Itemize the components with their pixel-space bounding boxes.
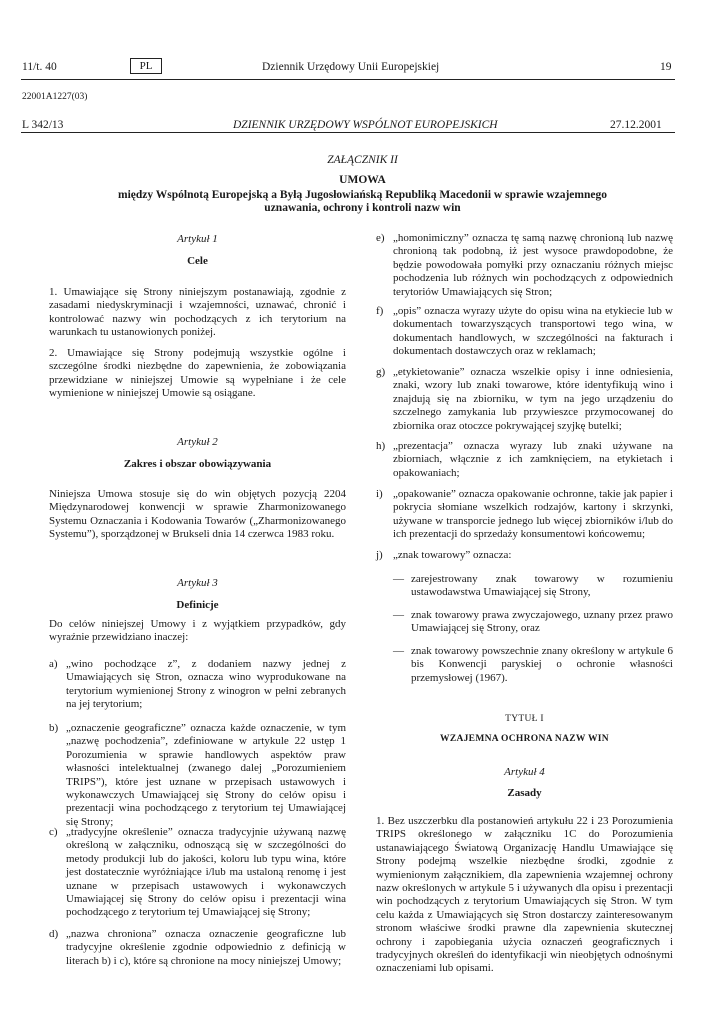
definition-j-label: j) — [376, 549, 383, 561]
definition-b: „oznaczenie geograficzne” oznacza każde oznaczenie, w tym „nazwę pochodzenia”, zdefiniowane w artykule 22 ustęp 1 Porozumienia w sprawie handlowych aspektów praw własności intelektualnej (zwanego dalej „Porozumieniem TRIPS”), które jest uznane w przepisach ustawowych i wykonawczych Umawiającej się Strony do celów opisu i prezentacji wina pochodzącego z terytorium tej Umawiającej się Strony; — [66, 722, 346, 828]
definition-f-label: f) — [376, 305, 384, 317]
header-rule — [21, 79, 675, 80]
language-badge: PL — [130, 58, 162, 74]
agreement-title-line-1: między Wspólnotą Europejską a Byłą Jugosłowiańską Republiką Macedonii w sprawie wzajemnego — [117, 189, 607, 201]
definition-f: „opis” oznacza wyrazy użyte do opisu wina na etykiecie lub w dokumentach towarzyszących transportowi tego wina, w dokumentach handlowych, w szczególności na fakturach i dokumentach dostawczych oraz w reklamach; — [393, 305, 673, 358]
annex-label: ZAŁĄCZNIK II — [327, 154, 398, 166]
trademark-dash-1: — — [393, 573, 404, 585]
definition-d: „nazwa chroniona” oznacza oznaczenie geograficzne lub tradycyjne określenie zgodnie odpowiednio z definicją w literach b) i c), które są chronione na mocy niniejszej Umowy; — [66, 928, 346, 967]
definition-e: „homonimiczny” oznacza tę samą nazwę chronioną lub nazwę chronioną tak podobną, iż jest wysoce prawdopodobne, że będzie powodowała pomyłki przy oznaczaniu różnych miejsc pochodzenia lub różnych win pochodzących z odpowiednich terytoriów Umawiających się Stron; — [393, 232, 673, 298]
definition-h-label: h) — [376, 440, 386, 452]
article-3-title: Definicje — [176, 599, 219, 611]
article-1-label: Artykuł 1 — [177, 233, 218, 245]
article-4-label: Artykuł 4 — [504, 766, 545, 778]
trademark-item-3: znak towarowy powszechnie znany określony w artykule 6 bis Konwencji paryskiej o ochronie własności przemysłowej (1967). — [411, 645, 673, 684]
page-number: 19 — [660, 61, 672, 73]
definition-g: „etykietowanie” oznacza wszelkie opisy i inne odniesienia, znaki, wzory lub znaki towarowe, które identyfikują wino i znajdują się na zbiorniku, w tym na jego urządzeniu do szczelnego zamykania lub przywieszce przymocowanej do zbiornika oraz otoczce pokrywającej szyjkę butelki; — [393, 366, 673, 432]
agreement-title-line-2: uznawania, ochrony i kontroli nazw win — [264, 202, 461, 214]
title-i-label: TYTUŁ I — [505, 714, 544, 724]
definition-h: „prezentacja” oznacza wyrazy lub znaki używane na zbiorniach, włącznie z ich zamknięciem, na etykietach i opakowaniach; — [393, 440, 673, 479]
article-1-paragraph-2: 2. Umawiające się Strony podejmują wszystkie ogólne i szczególne środki niezbędne do zapewnienia, że zobowiązania przewidziane w niniejszej Umowie są wypełniane i że cele wymienione w niniejszej Umowie są osiągane. — [49, 347, 346, 400]
definition-e-label: e) — [376, 232, 385, 244]
article-3-intro: Do celów niniejszej Umowy i z wyjątkiem przypadków, gdy wyraźnie przewidziano inaczej: — [49, 618, 346, 644]
definition-b-label: b) — [49, 722, 59, 734]
article-1-paragraph-1: 1. Umawiające się Strony niniejszym postanawiają, zgodnie z zasadami niedyskryminacji i wzajemności, uznawać, chronić i kontrolować nazwy win pochodzących z ich terytorium na warunkach tu ustanowionych poniżej. — [49, 286, 346, 339]
article-2-title: Zakres i obszar obowiązywania — [123, 458, 272, 470]
article-2-paragraph: Niniejsza Umowa stosuje się do win objętych pozycją 2204 Międzynarodowej konwencji w sprawie Zharmonizowanego Systemu Oznaczania i Kodowania Towarów („Zharmonizowanego Systemu”), sporządzonej w Brukseli dnia 14 czerwca 1983 roku. — [49, 488, 346, 541]
oj-title: DZIENNIK URZĘDOWY WSPÓLNOT EUROPEJSKICH — [233, 119, 498, 131]
definition-a: „wino pochodzące z”, z dodaniem nazwy jednej z Umawiających się Stron, oznacza wino wyprodukowane na terytorium wymienionej Strony z winogron w pełni zebranych na jej terytorium; — [66, 658, 346, 711]
agreement-heading: UMOWA — [339, 174, 386, 186]
header-volume: 11/t. 40 — [22, 61, 57, 73]
article-3-label: Artykuł 3 — [177, 577, 218, 589]
definition-i: „opakowanie” oznacza opakowanie ochronne, takie jak papier i pokrycia słomiane wszelkich rodzajów, kartony i skrzynki, używane w transporcie jednego lub więcej zbiorników i/lub do ich prezentacji do sprzedaży konsumentowi końcowemu; — [393, 488, 673, 541]
definition-c-label: c) — [49, 826, 58, 838]
definition-a-label: a) — [49, 658, 58, 670]
title-i-name: WZAJEMNA OCHRONA NAZW WIN — [440, 734, 609, 744]
trademark-item-1: zarejestrowany znak towarowy w rozumieniu ustawodawstwa Umawiającej się Strony, — [411, 573, 673, 599]
definition-c: „tradycyjne określenie” oznacza tradycyjnie używaną nazwę określoną w załączniku, odnoszącą się w szczególności do metody produkcji lub do jakości, koloru lub typu wina, które jest dostatecznie wyróżniające i/lub ma ustaloną renomę i jest uznane w przepisach ustawowych i wykonawczych Umawiającej się Strony do celów opisu i prezentacji wina pochodzącego z terytorium tej Umawiającej się Strony; — [66, 826, 346, 919]
article-1-title: Cele — [187, 255, 208, 267]
definition-d-label: d) — [49, 928, 59, 940]
definition-j: „znak towarowy” oznacza: — [393, 549, 512, 561]
journal-title: Dziennik Urzędowy Unii Europejskiej — [262, 61, 440, 73]
trademark-dash-3: — — [393, 645, 404, 657]
oj-date: 27.12.2001 — [610, 119, 662, 131]
definition-g-label: g) — [376, 366, 386, 378]
article-2-label: Artykuł 2 — [177, 436, 218, 448]
document-id: 22001A1227(03) — [22, 92, 88, 102]
trademark-dash-2: — — [393, 609, 404, 621]
oj-reference: L 342/13 — [22, 119, 64, 131]
article-4-paragraph-1: 1. Bez uszczerbku dla postanowień artykułu 22 i 23 Porozumienia TRIPS określonego w załączniku 1C do Porozumienia ustanawiającego Światową Organizację Handlu Umawiające się Strony podejmą wszelkie niezbędne środki, zgodnie z wymienionym załącznikiem, dla zapewnienia wzajemnej ochrony nazw określonych w artykule 5 i używanych dla opisu i prezentacji win pochodzących z terytorium Umawiających się Stron. W tym celu każda z Umawiających się Stron dostarczy zainteresowanym stronom właściwe środki prawne dla zapewnienia skutecznej ochrony i zapobiegania użycia oznaczeń geograficznych i tradycyjnych określeń do identyfikacji win nieobjętych odnośnymi oznaczeniami lub opisami. — [376, 815, 673, 975]
oj-rule — [21, 132, 675, 133]
trademark-item-2: znak towarowy prawa zwyczajowego, uznany przez prawo Umawiającej się Strony, oraz — [411, 609, 673, 635]
article-4-title: Zasady — [507, 787, 542, 799]
definition-i-label: i) — [376, 488, 383, 500]
